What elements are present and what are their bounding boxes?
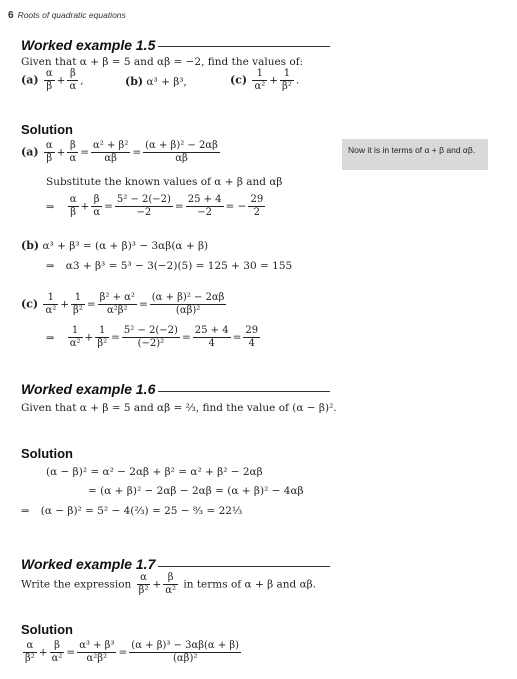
we15-sol-a-sub: ⇒ $\frac{\alpha}{\beta}$ + $\frac{\beta}{\alpha}$ = $\frac{\text{5² − 2(−2)}}{-2}$ = $\frac{25 + 4}{-2}$ = − $\frac{29}{2}$ (46, 194, 264, 218)
we17-sol-line: $\frac{\alpha}{\text{β²}}$ + $\frac{\beta}{\text{α²}}$ = $\frac{\text{α³ + β³}}{\text{α²β²}}$ = $\frac{\text{(α + β)³ − 3αβ(α + β)}}{\text{(αβ)²}}$ (25, 640, 240, 664)
we17-title: Worked example 1.7 (21, 556, 156, 572)
frac-1-over-a2: $\frac{1}{\text{α²}}$ (254, 68, 266, 92)
we15-part-a: (a) $\frac{\alpha}{\beta}$ + $\frac{\beta}{\alpha}$ , (21, 68, 84, 92)
we16-rule (158, 391, 330, 392)
part-c-label: (c) (230, 73, 248, 87)
we16-title: Worked example 1.6 (21, 381, 156, 397)
we15-sol-b-line1: (b) α³ + β³ = (α + β)³ − 3αβ(α + β) (21, 239, 209, 252)
we16-intro: Given that α + β = 5 and αβ = ⅔, find the value of (α − β)². (21, 402, 337, 414)
we15-rule (158, 46, 330, 47)
we16-line2: = (α + β)² − 2αβ − 2αβ = (α + β)² − 4αβ (88, 485, 304, 497)
we15-sol-c-line2: ⇒ $\frac{1}{\text{α²}}$ + $\frac{1}{\text{β²}}$ = $\frac{\text{5² − 2(−2)}}{\text{(−2)²}}$ = $\frac{25 + 4}{4}$ = $\frac{29}{4}$ (46, 325, 259, 349)
implies-arrow: ⇒ (46, 201, 55, 213)
we16-line1: (α − β)² = α² − 2αβ + β² = α² + β² − 2αβ (46, 466, 263, 478)
we17-intro: Write the expression $\frac{\alpha}{\text{β²}}$ + $\frac{\beta}{\text{α²}}$ in terms of α + β and αβ. (21, 572, 317, 596)
we15-part-b (125, 75, 187, 88)
frac-b-over-a: $\frac{\beta}{\alpha}$ (69, 68, 77, 92)
we17-rule (158, 566, 330, 567)
part-a-label: (a) (21, 73, 39, 87)
we16-solution-heading: Solution (21, 446, 73, 461)
we15-sol-b-line2: ⇒ α3 + β³ = 5³ − 3(−2)(5) = 125 + 30 = 155 (46, 260, 293, 272)
part-b-label: (b) (125, 75, 144, 88)
we15-part-c: (c) $\frac{1}{\text{α²}}$ + $\frac{1}{\text{β²}}$ . (230, 68, 300, 92)
we16-line3: ⇒ (α − β)² = 5² − 4(⅔) = 25 − ⁸⁄₃ = 22⅓ (21, 505, 243, 517)
we15-sol-c-line1: (c) $\frac{1}{\text{α²}}$ + $\frac{1}{\text{β²}}$ = $\frac{\text{β² + α²}}{\text{α²β²}}$ = $\frac{\text{(α + β)² − 2αβ}}{\text{(αβ)²}}$ (21, 292, 225, 316)
we15-title: Worked example 1.5 (21, 37, 156, 53)
we15-substitute-text: Substitute the known values of α + β and αβ (46, 176, 283, 188)
frac-1-over-b2: $\frac{1}{\text{β²}}$ (282, 68, 292, 92)
we15-solution-heading: Solution (21, 122, 73, 137)
part-b-expr: α³ + β³, (146, 76, 187, 88)
margin-note: Now it is in terms of α + β and αβ. (342, 139, 488, 170)
we15-intro: Given that α + β = 5 and αβ = −2, find the values of: (21, 56, 304, 68)
we15-sol-a-line: (a) $\frac{\alpha}{\beta}$ + $\frac{\beta}{\alpha}$ = $\frac{\text{α² + β²}}{\alpha\beta}$ = $\frac{\text{(α + β)² − 2αβ}}{\alpha\beta}$ (21, 140, 218, 164)
we17-solution-heading: Solution (21, 622, 73, 637)
running-header (8, 10, 126, 21)
page-number: 6 (8, 10, 14, 21)
frac-a-over-b: $\frac{\alpha}{\beta}$ (45, 68, 53, 92)
running-title: Roots of quadratic equations (17, 10, 126, 20)
